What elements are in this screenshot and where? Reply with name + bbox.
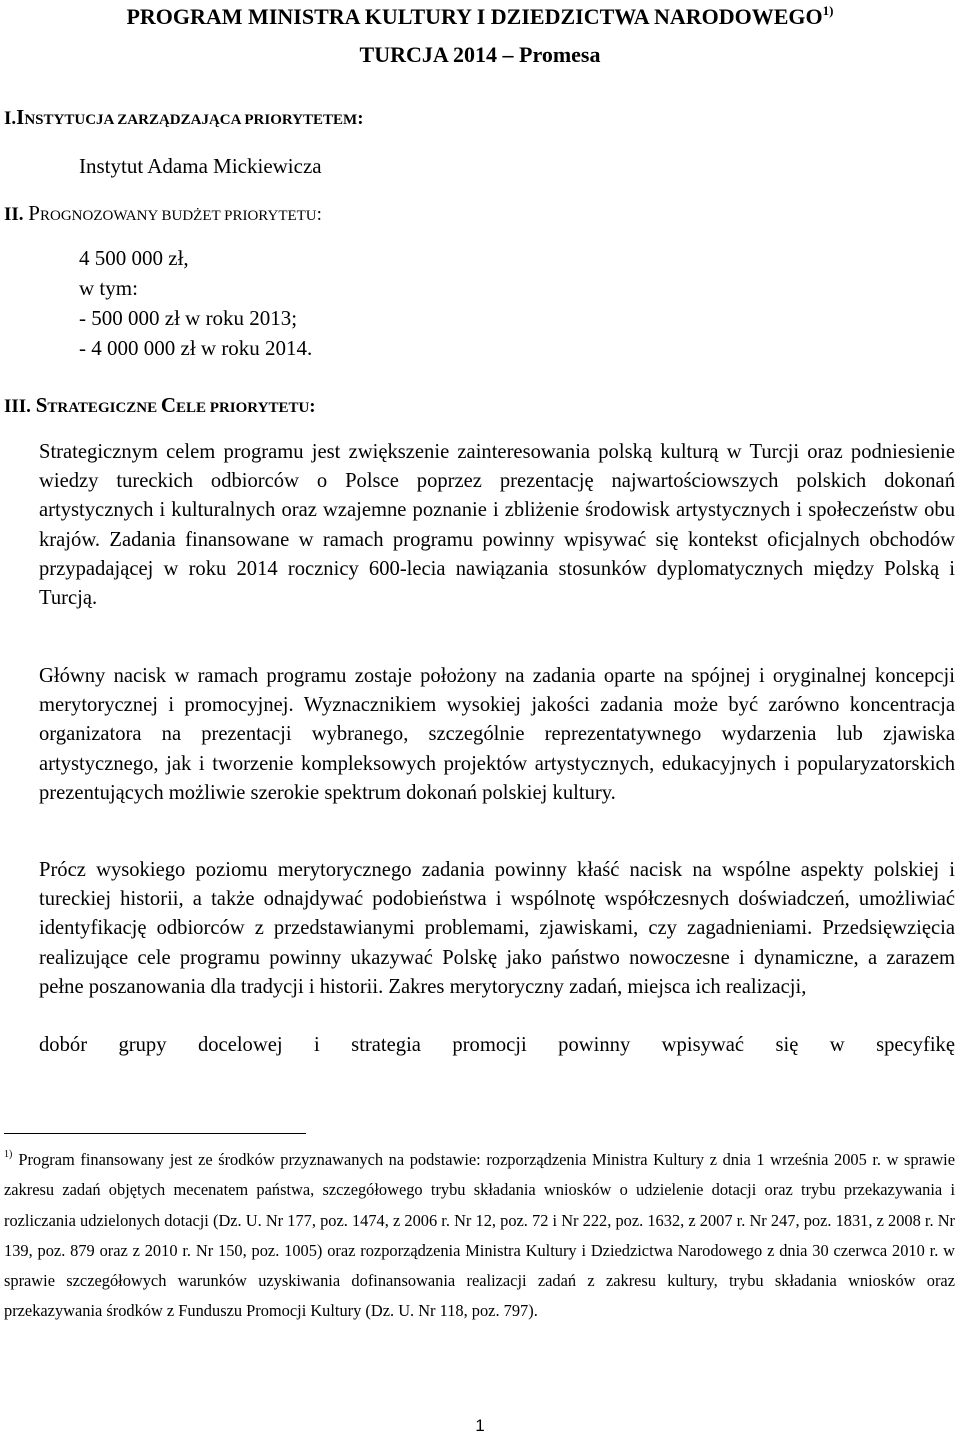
section-1-heading [4,106,364,131]
page-number: 1 [475,1416,485,1435]
budget-total: 4 500 000 zł, [79,246,189,270]
section-number: III. [4,396,31,417]
section-3-heading [4,394,316,419]
document-title-line-1 [0,4,960,30]
heading-text: ROGNOZOWANY BUDŻET PRIORYTETU [39,208,317,224]
footnote [4,1145,955,1327]
budget-label: w tym: [79,276,138,300]
footnote-separator [4,1133,306,1134]
paragraph-strategic-goal: Strategicznym celem programu jest zwiększenie zainteresowania polską kulturą w Turcji oraz podniesienie wiedzy tureckich odbiorców o Polsce poprzez prezentację najwartościowszych polskich dokonań artystycznych i kulturalnych oraz wzajemne poznanie i zbliżenie środowisk artystycznych i społeczeństw obu krajów. Zadania finansowane w ramach programu powinny wpisywać się kontekst oficjalnych obchodów przypadającej w roku 2014 rocznicy 600-lecia nawiązania stosunków dyplomatycznych między Polską i Turcją. [39,441,955,610]
institution-name: Instytut Adama Mickiewicza [79,154,322,178]
budget-2014: - 4 000 000 zł w roku 2014. [79,336,313,360]
footnote-reference: 1) [822,3,834,18]
heading-initial: I [16,105,25,129]
paragraph-main-focus: Główny nacisk w ramach programu zostaje położony na zadania oparte na spójnej i oryginalnej koncepcji merytorycznej i promocyjnej. Wyznacznikiem wysokiej jakości zadania może być zarówno koncentracja organizatora na prezentacji wybranego, szczególnie reprezentatywnego wydarzenia lub zjawiska artystycznego, jak i tworzenie kompleksowych projektów artystycznych, edukacyjnych i popularyzatorskich prezentujących możliwie szerokie spektrum dokonań polskiej kultury. [39,665,955,804]
title-text: PROGRAM MINISTRA KULTURY I DZIEDZICTWA NARODOWEGO [126,4,823,29]
paragraph-merit-level: Prócz wysokiego poziomu merytorycznego zadania powinny kłaść nacisk na wspólne aspekty polskiej i tureckiej historii, a także odnajdywać podobieństwa i wspólnotę współczesnych doświadczeń, umożliwiać identyfikację odbiorców z przedstawianymi problemami, zjawiskami, czy zagadnieniami. Przedsięwzięcia realizujące cele programu powinny ukazywać Polskę jako państwo nowoczesne i dynamiczne, a zarazem pełne poszanowania dla tradycji i historii. Zakres merytoryczny zadań, miejsca ich realizacji, [39,859,955,998]
heading-colon: : [316,204,322,225]
heading-initial: C [160,393,177,417]
section-2-heading [4,202,322,227]
heading-colon: : [309,396,316,417]
heading-initial: S [35,393,48,417]
paragraph-merit-level-continued: dobór grupy docelowej i strategia promocji powinny wpisywać się w specyfikę [39,1034,955,1056]
heading-text: TRATEGICZNE [47,400,161,416]
budget-2013: - 500 000 zł w roku 2013; [79,306,298,330]
section-number: II. [4,204,24,225]
footnote-marker: 1) [4,1149,13,1160]
section-number: I. [4,108,17,129]
heading-text: NSTYTUCJA ZARZĄDZAJĄCA PRIORYTETEM [24,112,358,128]
heading-text: ELE PRIORYTETU [176,400,310,416]
footnote-text: Program finansowany jest ze środków przyznawanych na podstawie: rozporządzenia Ministra Kultury z dnia 1 września 2005 r. w sprawie zakresu zadań objętych mecenatem państwa, szczegółowego trybu składania wniosków o udzielenie dotacji oraz trybu przekazywania i rozliczania udzielonych dotacji (Dz. U. Nr 177, poz. 1474, z 2006 r. Nr 12, poz. 72 i Nr 222, poz. 1632, z 2007 r. Nr 247, poz. 1831, z 2008 r. Nr 139, poz. 879 oraz z 2010 r. Nr 150, poz. 1005) oraz rozporządzenia Ministra Kultury i Dziedzictwa Narodowego z dnia 30 czerwca 2010 r. w sprawie szczegółowych warunków uzyskiwania dofinansowania realizacji zadań z zakresu kultury, trybu składania wniosków oraz przekazywania środków z Funduszu Promocji Kultury (Dz. U. Nr 118, poz. 797). [4,1150,955,1321]
heading-colon: : [357,108,364,129]
heading-initial: P [28,201,40,225]
document-title-line-2: TURCJA 2014 – Promesa [359,42,601,67]
